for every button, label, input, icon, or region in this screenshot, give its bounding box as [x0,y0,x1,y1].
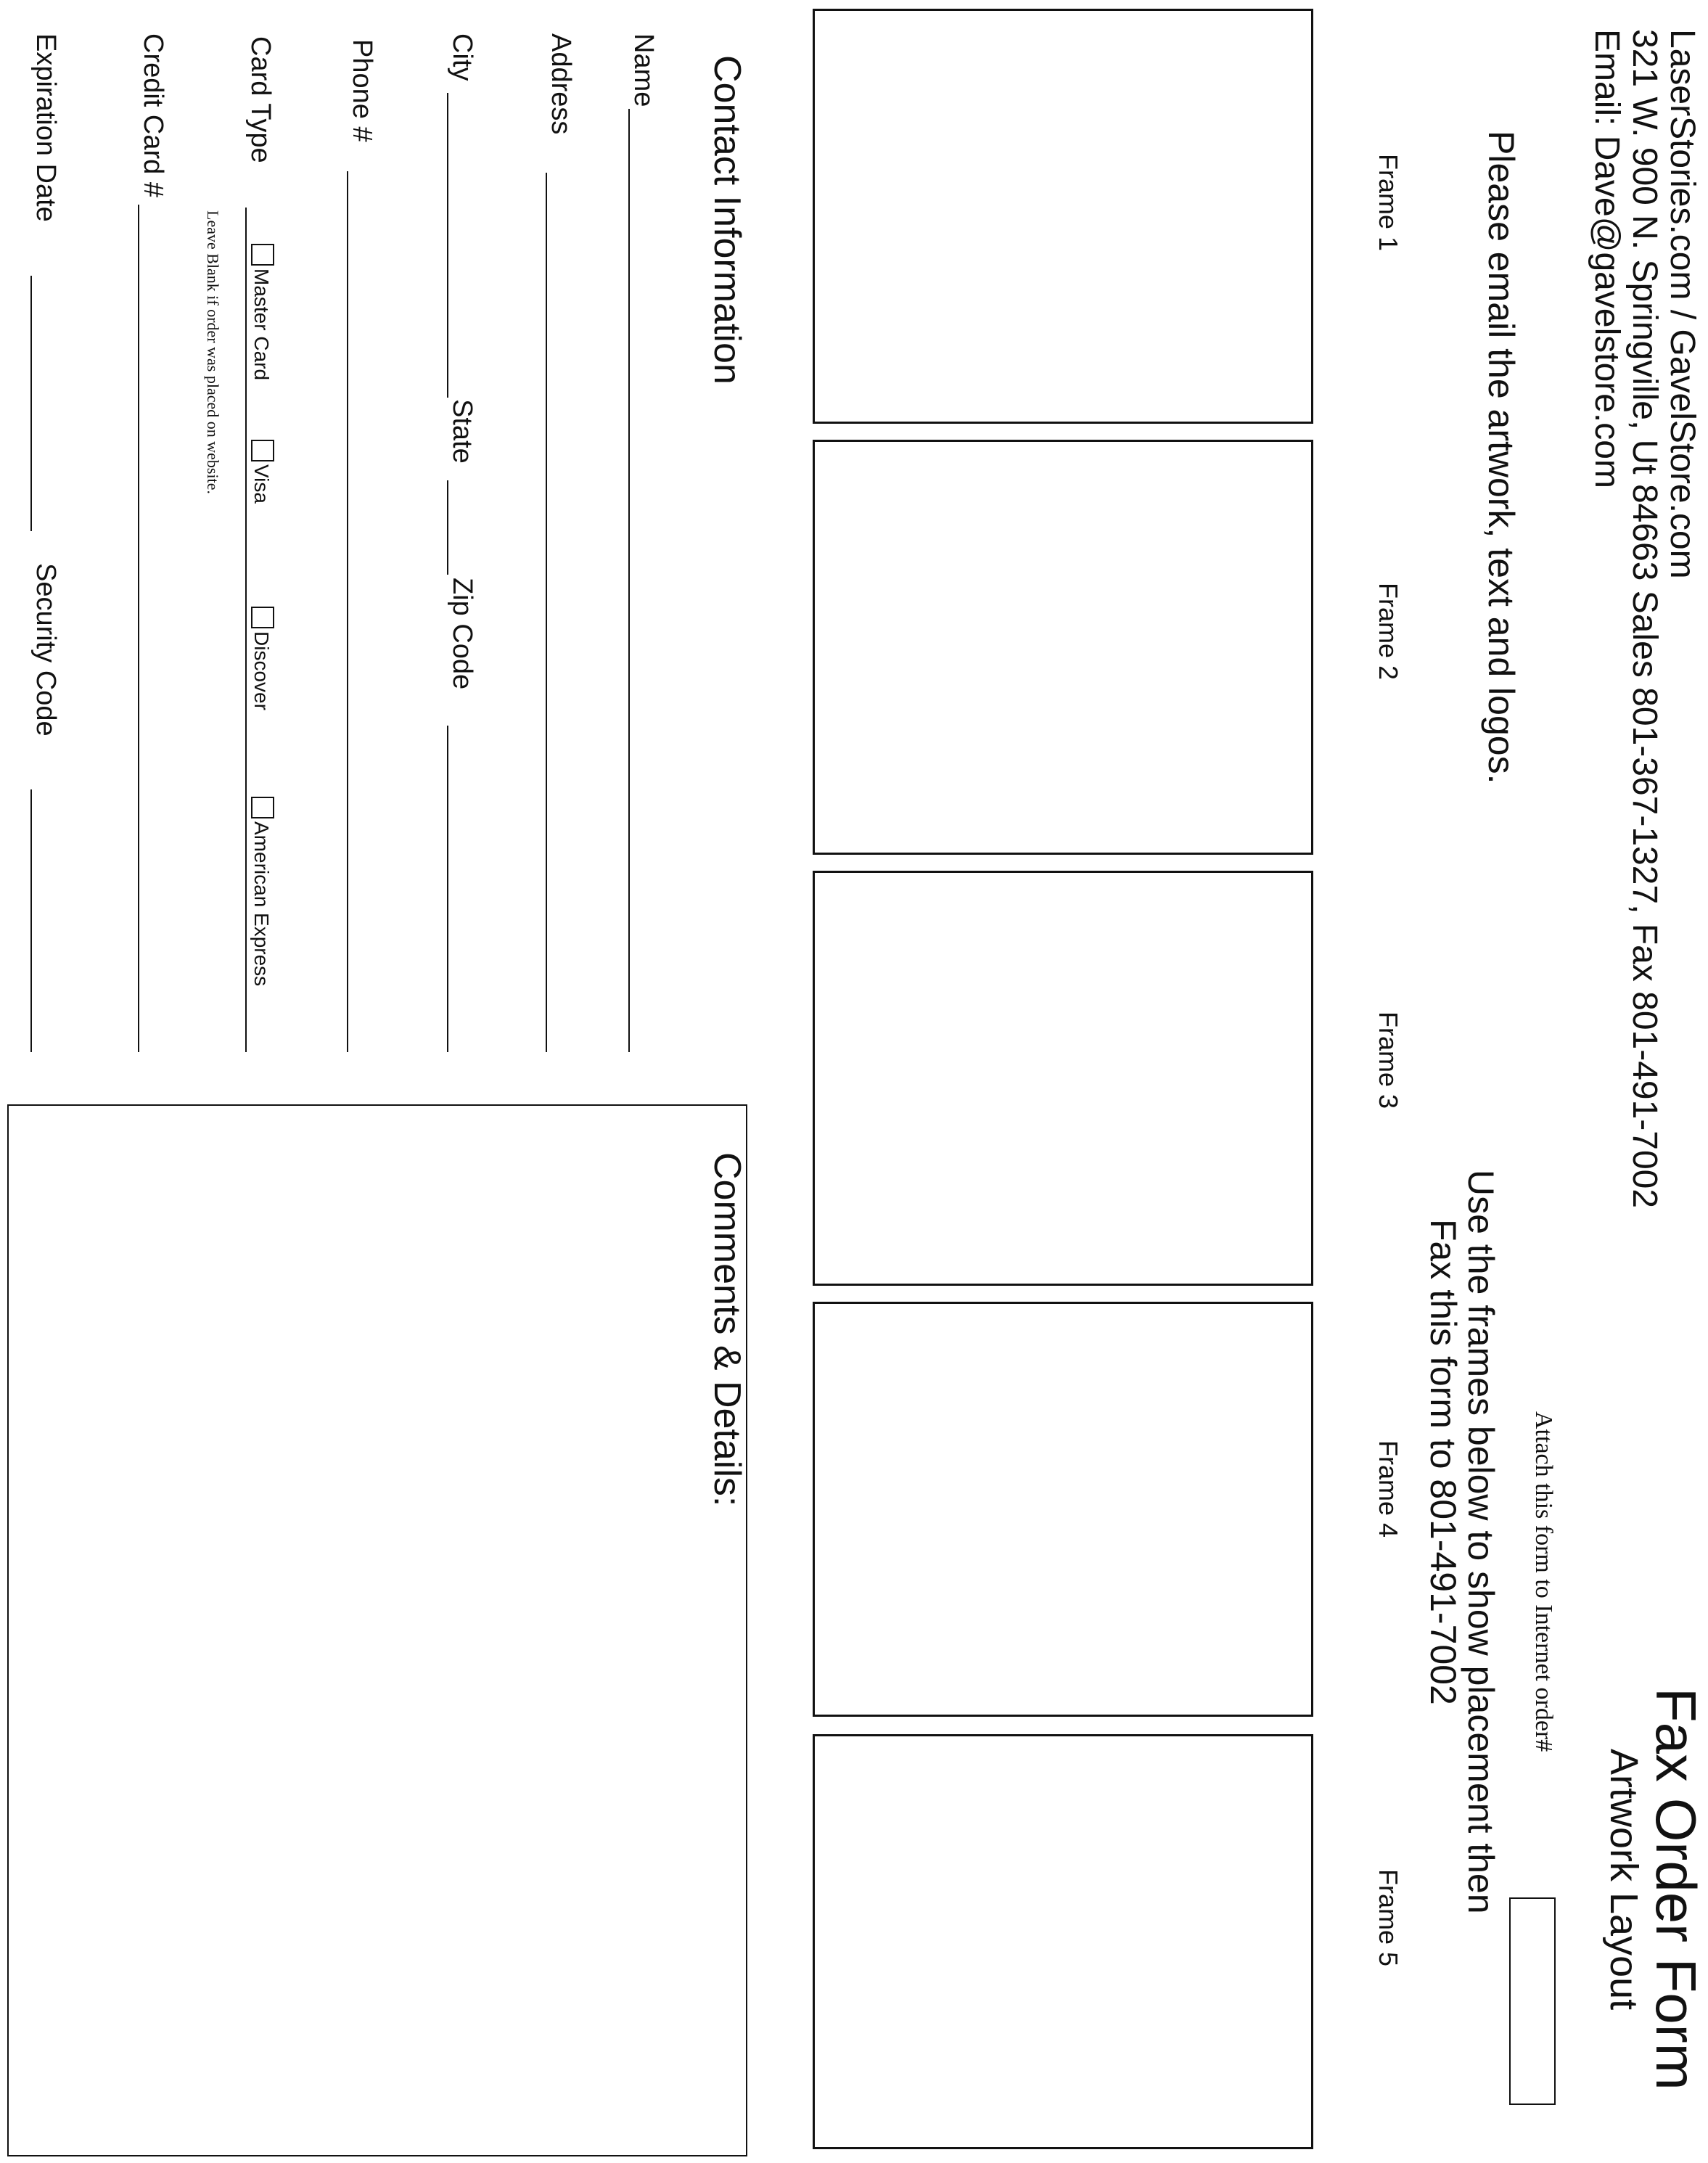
company-address: 321 W. 900 N. Springville, Ut 84663 Sales 801-367-1327, Fax 801-491-7002 [1625,29,1664,1209]
card-type-underline [245,208,247,1052]
zip-code-field[interactable] [447,726,448,1052]
name-label: Name [628,33,659,107]
credit-card-label: Credit Card # [138,33,168,197]
security-code-label: Security Code [30,563,61,736]
form-subtitle: Artwork Layout [1602,1749,1646,2011]
master-card-checkbox[interactable] [251,244,274,266]
attach-order-label: Attach this form to Internet order# [1530,1411,1557,1752]
expiration-date-field[interactable] [30,276,32,531]
card-type-note: Leave Blank if order was placed on website. [204,210,222,494]
comments-details-title: Comments & Details: [706,1152,748,1507]
visa-checkbox[interactable] [251,440,274,461]
discover-label: Discover [250,631,273,710]
email-artwork-instruction: Please email the artwork, text and logos. [1481,131,1522,784]
address-field[interactable] [546,173,547,1052]
frame-4-box[interactable] [813,1302,1313,1717]
frame-2-label: Frame 2 [1374,583,1403,681]
name-field[interactable] [628,109,630,1052]
discover-checkbox[interactable] [251,607,274,628]
address-label: Address [546,33,576,135]
frame-3-label: Frame 3 [1374,1011,1403,1109]
security-code-field[interactable] [30,789,32,1052]
expiration-date-label: Expiration Date [30,33,61,222]
frame-2-box[interactable] [813,440,1313,855]
credit-card-field[interactable] [138,205,139,1052]
frame-4-label: Frame 4 [1374,1440,1403,1538]
frame-5-label: Frame 5 [1374,1869,1403,1967]
city-label: City [447,33,477,81]
phone-label: Phone # [347,39,377,142]
frame-1-label: Frame 1 [1374,154,1403,252]
frames-instruction-line2: Fax this form to 801-491-7002 [1423,1219,1463,1705]
card-type-label: Card Type [245,36,276,163]
comments-box[interactable] [7,1104,747,2156]
frames-instruction-line1: Use the frames below to show placement then [1461,1170,1501,1914]
form-title: Fax Order Form [1644,1688,1708,2090]
frame-3-box[interactable] [813,871,1313,1286]
zip-code-label: Zip Code [447,578,477,690]
phone-field[interactable] [347,171,348,1052]
internet-order-number-field[interactable] [1509,1897,1556,2105]
visa-label: Visa [250,464,273,504]
frame-1-box[interactable] [813,9,1313,424]
state-field[interactable] [447,480,448,575]
master-card-label: Master Card [250,268,273,381]
american-express-label: American Express [250,821,273,987]
contact-information-title: Contact Information [706,55,748,385]
city-field[interactable] [447,93,448,398]
company-name: LaserStories.com / GavelStore.com [1663,29,1701,579]
state-label: State [447,399,477,464]
american-express-checkbox[interactable] [251,797,274,818]
frame-5-box[interactable] [813,1734,1313,2149]
company-email: Email: Dave@gavelstore.com [1588,29,1626,488]
